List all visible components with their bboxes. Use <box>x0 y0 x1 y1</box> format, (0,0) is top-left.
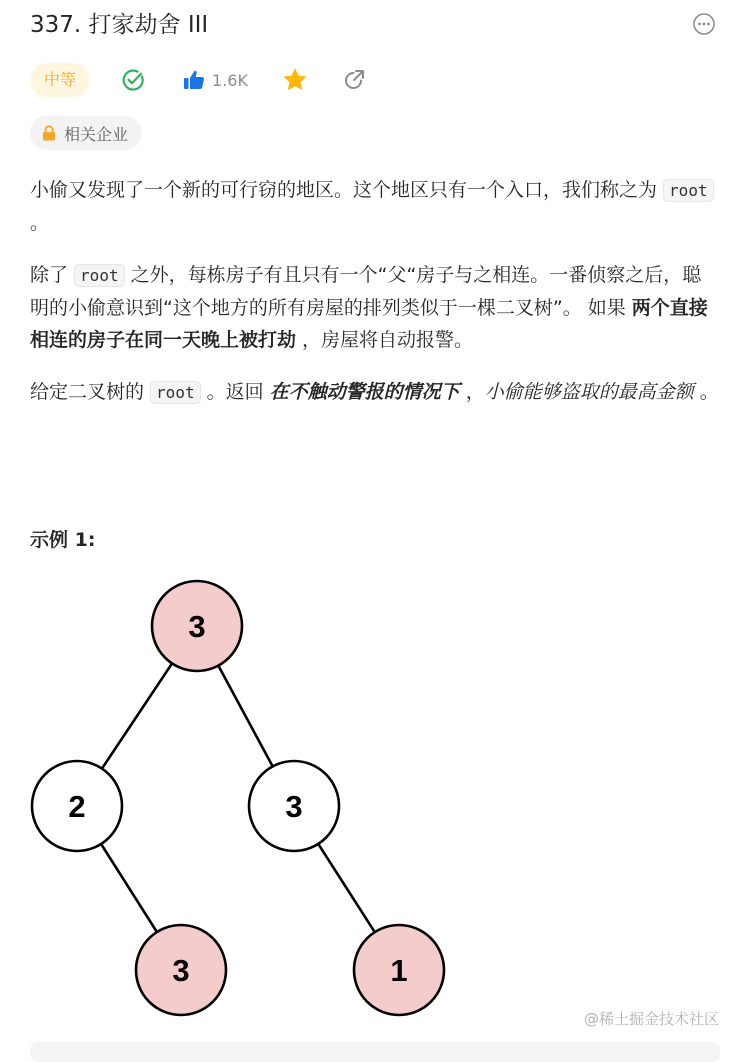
text: 给定二叉树的 <box>30 381 151 403</box>
star-icon <box>282 67 308 93</box>
description-paragraph-3 <box>30 376 720 409</box>
tree-node-value: 3 <box>285 789 303 824</box>
text: ，房屋将自动报警。 <box>296 329 474 351</box>
tree-node-n2 <box>32 761 122 851</box>
check-circle-icon <box>120 67 146 93</box>
tree-node-value: 3 <box>172 953 190 988</box>
text: 。 <box>30 212 50 234</box>
tree-node-n4 <box>136 925 226 1015</box>
code-block-top <box>30 1042 720 1062</box>
text: ， <box>459 381 485 403</box>
tree-edge-n1-n2 <box>102 663 172 768</box>
more-horizontal-icon <box>692 12 716 36</box>
tree-edge-n2-n4 <box>101 844 157 932</box>
code-root: root <box>663 179 714 202</box>
title-row <box>30 8 720 42</box>
favorite-button[interactable] <box>282 67 308 93</box>
like-button[interactable] <box>182 68 248 92</box>
share-button[interactable] <box>342 68 366 92</box>
lock-icon <box>42 125 56 141</box>
related-companies-tag[interactable] <box>30 116 142 150</box>
tree-node-value: 1 <box>390 953 408 988</box>
tree-node-n5 <box>354 925 444 1015</box>
binary-tree-diagram <box>0 570 500 1030</box>
share-icon <box>342 68 366 92</box>
italic-text: 小偷能够盗取的最高金额 <box>484 381 694 403</box>
meta-row <box>30 62 366 98</box>
description-paragraph-1 <box>30 174 720 239</box>
code-root: root <box>150 381 201 404</box>
text: 小偷又发现了一个新的可行窃的地区。这个地区只有一个入口，我们称之为 <box>30 179 664 201</box>
text: 之外，每栋房子有且只有一个“父“房子与之相连。一番侦察之后，聪明的小偷意识到“这个地方的所有房屋的排列类似于一棵二叉树”。 如果 <box>30 264 702 319</box>
text: 除了 <box>30 264 75 286</box>
tree-edge-n3-n5 <box>318 844 374 932</box>
related-companies-label: 相关企业 <box>64 124 129 144</box>
tree-node-n3 <box>249 761 339 851</box>
bold-text: 两个直接相连的房子在同一天晚上被打劫 <box>30 297 708 351</box>
difficulty-badge: 中等 <box>30 63 90 97</box>
example-title: 示例 1: <box>30 529 96 551</box>
description-paragraph-2 <box>30 259 720 356</box>
problem-description <box>30 174 720 429</box>
like-count: 1.6K <box>212 70 248 90</box>
tree-edge-n1-n3 <box>218 666 272 767</box>
tree-nodes <box>32 581 444 1015</box>
tree-node-value: 2 <box>68 789 86 824</box>
tree-node-n1 <box>152 581 242 671</box>
code-root: root <box>74 264 125 287</box>
problem-title: 337. 打家劫舍 III <box>30 12 209 38</box>
thumbs-up-icon <box>182 68 206 92</box>
text: 。返回 <box>200 381 270 403</box>
solved-status <box>120 67 146 93</box>
more-options-button[interactable] <box>692 12 716 36</box>
bold-italic-text: 在不触动警报的情况下 <box>269 381 460 403</box>
tree-node-value: 3 <box>188 609 206 644</box>
text: 。 <box>693 381 719 403</box>
watermark: @稀土掘金技术社区 <box>583 1010 719 1028</box>
